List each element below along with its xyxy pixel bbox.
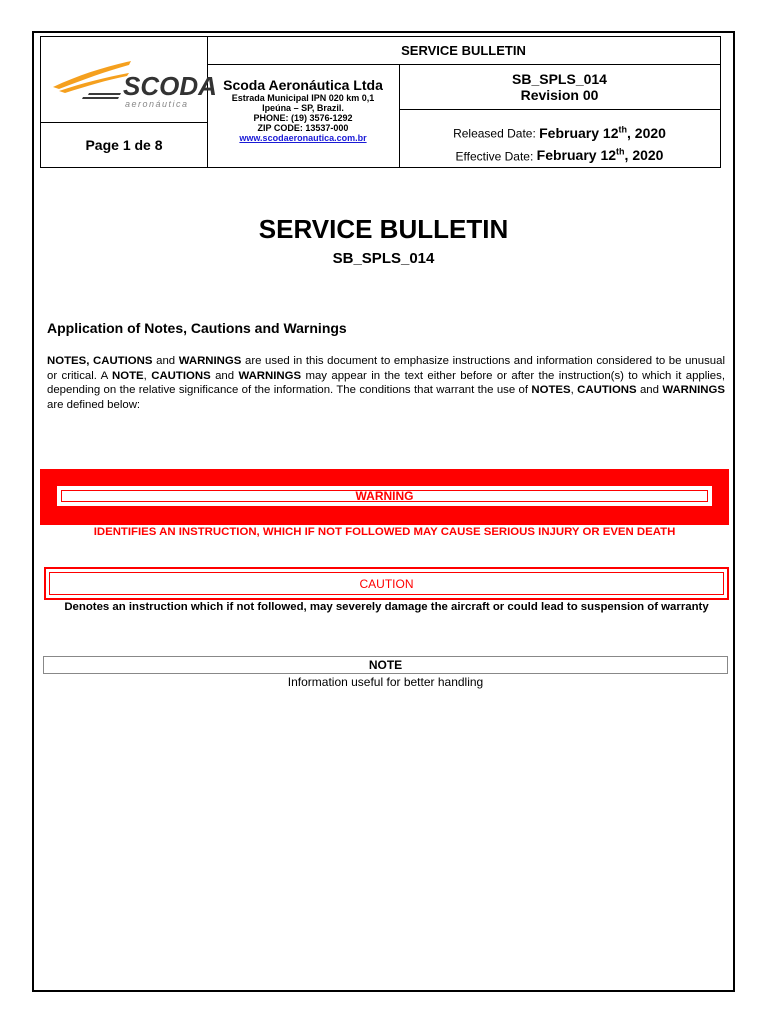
released-date: Released Date: February 12th, 2020 <box>453 124 666 141</box>
note-label: NOTE <box>43 656 728 674</box>
company-block <box>207 65 399 167</box>
warning-box <box>40 469 729 525</box>
revision: Revision 00 <box>520 87 599 103</box>
header-title: SERVICE BULLETIN <box>401 43 526 58</box>
effective-date: Effective Date: February 12th, 2020 <box>455 146 664 164</box>
header-table <box>40 36 721 168</box>
doc-id-block <box>399 65 720 109</box>
page-number: Page 1 de 8 <box>85 137 163 153</box>
caution-text: Denotes an instruction which if not followed, may severely damage the aircraft or could lead to suspension of warranty <box>64 601 709 613</box>
section-heading: Application of Notes, Cautions and Warnings <box>47 320 347 336</box>
address-line-2: Ipeúna – SP, Brazil. <box>262 103 344 113</box>
dates-block <box>399 110 720 167</box>
warning-text: IDENTIFIES AN INSTRUCTION, WHICH IF NOT FOLLOWED MAY CAUSE SERIOUS INJURY OR EVEN DEATH <box>93 526 676 538</box>
intro-paragraph: NOTES, CAUTIONS and WARNINGS are used in this document to emphasize instructions and information considered to be unusual or critical. A NOTE, CAUTIONS and WARNINGS may appear in the text either before or after the instruction(s) to which it applies, depending on the relative significance of the information. The conditions that warrant the use of NOTES, CAUTIONS and WARNINGS are defined below: <box>47 355 725 411</box>
logo-subtext: aeronáutica <box>125 99 189 109</box>
address-line-1: Estrada Municipal IPN 020 km 0,1 <box>231 93 375 103</box>
zip-code: ZIP CODE: 13537-000 <box>257 123 349 133</box>
logo-text: SCODA <box>123 71 217 101</box>
doc-id: SB_SPLS_014 <box>512 71 607 87</box>
warning-label: WARNING <box>355 489 414 503</box>
document-title: SERVICE BULLETIN <box>258 214 509 244</box>
website-link[interactable]: www.scodaeronautica.com.br <box>239 133 367 143</box>
note-text: Information useful for better handling <box>287 675 484 689</box>
phone: PHONE: (19) 3576-1292 <box>253 113 353 123</box>
scoda-logo <box>49 57 217 109</box>
caution-box <box>44 567 729 600</box>
caution-label: CAUTION <box>49 572 724 595</box>
company-name: Scoda Aeronáutica Ltda <box>223 77 383 93</box>
document-subtitle: SB_SPLS_014 <box>332 250 435 267</box>
